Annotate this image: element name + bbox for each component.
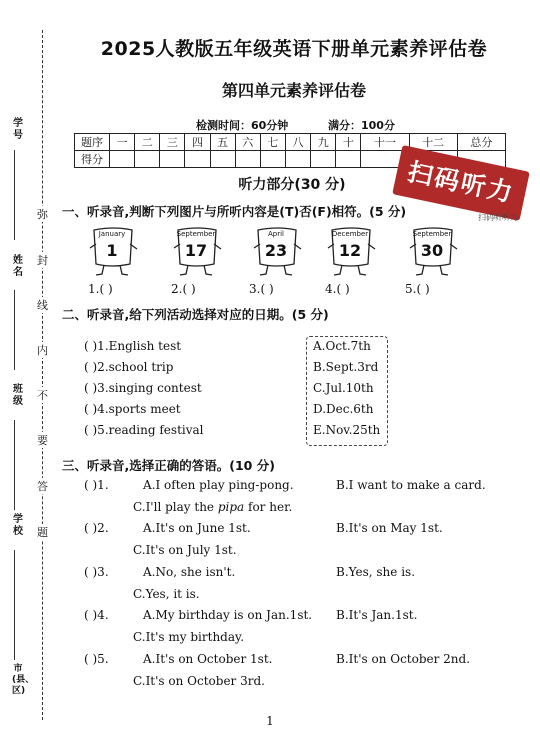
calendar-day: 30 [420, 241, 444, 260]
section1-title: 一、听录音,判断下列图片与所听内容是(T)否(F)相符。(5 分) [62, 204, 407, 219]
section2-item-4[interactable]: ( )4.sports meet [84, 402, 181, 416]
section3-q2-option-b: B.It's on May 1st. [336, 521, 443, 535]
section3-q3-number[interactable]: ( )3. [84, 565, 109, 579]
badge-text: 扫码听力 [405, 157, 517, 208]
section3-q4-option-b: B.It's Jan.1st. [336, 608, 418, 622]
field-city: 市(县、区) [12, 664, 35, 696]
calendar-month: April [268, 230, 284, 238]
section3-q3-option-b: B.Yes, she is. [336, 565, 416, 579]
section1-answer-3[interactable]: 3.( ) [249, 282, 274, 296]
score-col-5: 五 [210, 134, 235, 151]
section3-q4-option-c: C.It's my birthday. [133, 630, 245, 644]
calendar-1 [84, 224, 142, 276]
section1-answer-4[interactable]: 4.( ) [325, 282, 350, 296]
score-cell[interactable] [210, 151, 235, 168]
calendar-month: September [412, 230, 452, 238]
seal-char-8: 题 [37, 526, 48, 539]
score-table-row-label: 题序 [75, 134, 110, 151]
score-cell[interactable] [110, 151, 135, 168]
section3-q1-option-a: A.I often play ping-pong. [143, 478, 294, 492]
section3-q2-option-a: A.It's on June 1st. [143, 521, 251, 535]
option-text: C.I'll play the [133, 500, 218, 514]
score-col-4: 四 [185, 134, 210, 151]
section3-q5-option-b: B.It's on October 2nd. [336, 652, 471, 666]
seal-char-3: 线 [37, 299, 48, 312]
section1-answer-5[interactable]: 5.( ) [405, 282, 430, 296]
field-class: 班级 [13, 384, 23, 407]
calendar-day: 23 [264, 241, 288, 260]
field-school: 学校 [13, 514, 23, 537]
score-col-12: 十二 [409, 134, 457, 151]
page-subtitle: 第四单元素养评估卷 [221, 81, 366, 100]
section2-option-d: D.Dec.6th [313, 402, 374, 416]
score-cell[interactable] [185, 151, 210, 168]
student-id-underline [14, 150, 15, 240]
section3-q1-option-b: B.I want to make a card. [336, 478, 486, 492]
section3-q4-number[interactable]: ( )4. [84, 608, 109, 622]
score-col-total: 总分 [457, 134, 505, 151]
section2-title: 二、听录音,给下列活动选择对应的日期。(5 分) [62, 307, 329, 322]
exam-full-score: 满分：100分 [328, 119, 395, 132]
score-col-1: 一 [110, 134, 135, 151]
section3-q2-option-c: C.It's on July 1st. [133, 543, 237, 557]
calendar-day: 12 [338, 241, 362, 260]
score-col-9: 九 [311, 134, 336, 151]
school-underline [14, 550, 15, 660]
section3-q5-number[interactable]: ( )5. [84, 652, 109, 666]
section2-option-a: A.Oct.7th [313, 339, 371, 353]
seal-char-2: 封 [37, 254, 48, 267]
section3-q1-number[interactable]: ( )1. [84, 478, 109, 492]
binding-dashed-line [42, 30, 43, 720]
seal-char-6: 要 [37, 434, 48, 447]
section3-q4-option-a: A.My birthday is on Jan.1st. [143, 608, 313, 622]
score-col-7: 七 [260, 134, 285, 151]
calendar-5 [404, 224, 462, 276]
option-text: for her. [244, 500, 293, 514]
exam-time: 检测时间：60分钟 [196, 119, 289, 132]
section1-answer-1[interactable]: 1.( ) [88, 282, 113, 296]
calendar-day: 17 [184, 241, 208, 260]
option-italic-text: pipa [217, 500, 245, 514]
section2-option-c: C.Jul.10th [313, 381, 374, 395]
seal-char-5: 不 [37, 389, 48, 402]
score-cell[interactable] [135, 151, 160, 168]
section3-q2-number[interactable]: ( )2. [84, 521, 109, 535]
section2-item-5[interactable]: ( )5.reading festival [84, 423, 204, 437]
class-underline [14, 420, 15, 510]
seal-char-4: 内 [37, 344, 48, 357]
calendar-month: January [98, 230, 126, 238]
calendar-2 [168, 224, 226, 276]
section2-item-1[interactable]: ( )1.English test [84, 339, 182, 353]
badge-subtext: 扫码听听力 [478, 213, 518, 222]
section2-item-2[interactable]: ( )2.school trip [84, 360, 174, 374]
calendar-4 [322, 224, 380, 276]
score-cell[interactable] [235, 151, 260, 168]
score-cell[interactable] [260, 151, 285, 168]
section1-answer-2[interactable]: 2.( ) [171, 282, 196, 296]
section3-q5-option-a: A.It's on October 1st. [143, 652, 273, 666]
seal-char-1: 弥 [37, 208, 48, 221]
seal-char-7: 答 [37, 480, 48, 493]
score-cell[interactable] [311, 151, 336, 168]
section3-q1-option-c [133, 500, 292, 514]
score-cell[interactable] [285, 151, 310, 168]
score-col-3: 三 [160, 134, 185, 151]
score-col-10: 十 [336, 134, 361, 151]
listening-heading: 听力部分(30 分) [238, 177, 346, 193]
calendar-month: September [176, 230, 216, 238]
calendar-day: 1 [106, 241, 118, 260]
section3-q3-option-a: A.No, she isn't. [143, 565, 236, 579]
page-number: 1 [266, 714, 274, 728]
calendar-3 [248, 224, 306, 276]
score-col-11: 十一 [361, 134, 409, 151]
score-table-row-label: 得分 [75, 151, 110, 168]
section2-option-b: B.Sept.3rd [313, 360, 379, 374]
calendar-month: December [331, 230, 369, 238]
score-cell[interactable] [160, 151, 185, 168]
score-col-6: 六 [235, 134, 260, 151]
score-cell[interactable] [336, 151, 361, 168]
name-underline [14, 290, 15, 370]
section3-q3-option-c: C.Yes, it is. [133, 587, 200, 601]
section2-item-3[interactable]: ( )3.singing contest [84, 381, 202, 395]
section3-title: 三、听录音,选择正确的答语。(10 分) [62, 458, 275, 473]
section3-q5-option-c: C.It's on October 3rd. [133, 674, 265, 688]
score-col-2: 二 [135, 134, 160, 151]
section2-option-e: E.Nov.25th [313, 423, 381, 437]
field-name: 姓名 [13, 255, 23, 278]
score-table-header-row [75, 134, 506, 151]
score-col-8: 八 [285, 134, 310, 151]
field-student-id: 学号 [13, 118, 23, 141]
page-title: 2025人教版五年级英语下册单元素养评估卷 [100, 38, 488, 60]
